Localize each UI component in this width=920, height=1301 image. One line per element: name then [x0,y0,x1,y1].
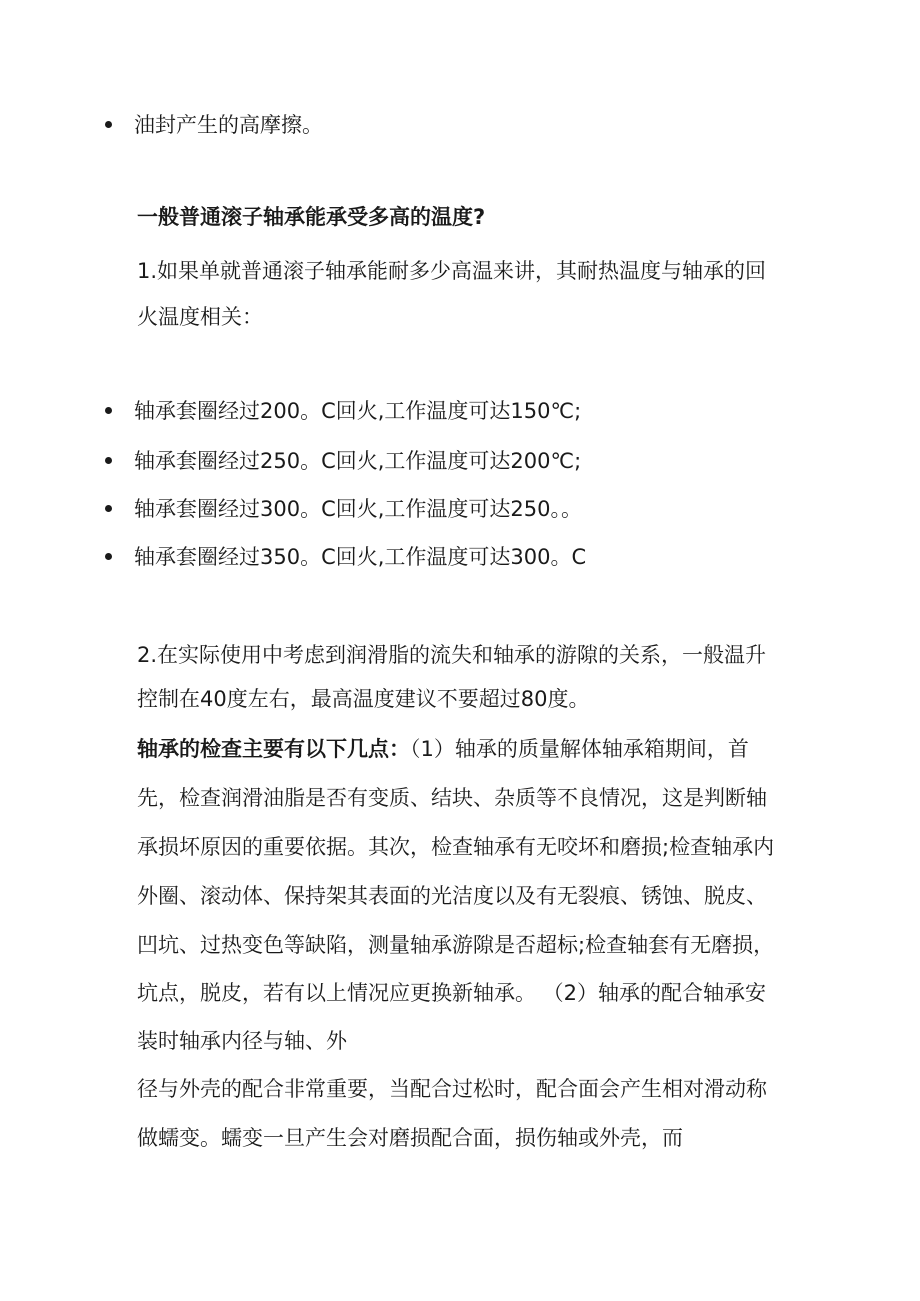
list-item [105,542,885,572]
bullet-icon [105,553,112,560]
paragraph-line: 外圈、滚动体、保持架其表面的光洁度以及有无裂痕、锈蚀、脱皮、 [137,884,767,908]
list-item-text: 油封产生的高摩擦。 [134,113,323,137]
paragraph-line: 径与外壳的配合非常重要，当配合过松时，配合面会产生相对滑动称 [137,1077,767,1101]
inspection-title: 轴承的检查主要有以下几点： [137,737,410,761]
list-item-text: 轴承套圈经过300。C回火,工作温度可达250。。 [134,497,583,521]
paragraph-line: 控制在40度左右，最高温度建议不要超过80度。 [137,687,590,711]
list-item [105,494,885,524]
bullet-icon [105,121,112,128]
paragraph-line: 1.如果单就普通滚子轴承能耐多少高温来讲，其耐热温度与轴承的回 [137,259,767,283]
paragraph-line: 2.在实际使用中考虑到润滑脂的流失和轴承的游隙的关系，一般温升 [137,643,767,667]
paragraph-line: 凹坑、过热变色等缺陷，测量轴承游隙是否超标;检查轴套有无磨损， [137,933,775,957]
paragraph-line: 火温度相关： [137,305,263,329]
bullet-icon [105,407,112,414]
paragraph-line: 承损坏原因的重要依据。其次，检查轴承有无咬坏和磨损;检查轴承内 [137,835,775,859]
list-item [105,396,885,426]
paragraph-line: 坑点，脱皮，若有以上情况应更换新轴承。 （2）轴承的配合轴承安 [137,981,767,1005]
paragraph-line [137,734,749,764]
bullet-icon [105,505,112,512]
list-item-text: 轴承套圈经过350。C回火,工作温度可达300。C [134,545,587,569]
inspection-text: （1）轴承的质量解体轴承箱期间，首 [410,737,749,761]
paragraph-line: 先，检查润滑油脂是否有变质、结块、杂质等不良情况，这是判断轴 [137,786,767,810]
list-item-text: 轴承套圈经过250。C回火,工作温度可达200℃; [134,449,582,473]
section-heading: 一般普通滚子轴承能承受多高的温度? [137,205,486,229]
list-item [105,110,885,140]
list-item-text: 轴承套圈经过200。C回火,工作温度可达150℃; [134,399,582,423]
paragraph-line: 装时轴承内径与轴、外 [137,1029,347,1053]
paragraph-line: 做蠕变。蠕变一旦产生会对磨损配合面，损伤轴或外壳，而 [137,1126,683,1150]
bullet-icon [105,457,112,464]
list-item [105,446,885,476]
